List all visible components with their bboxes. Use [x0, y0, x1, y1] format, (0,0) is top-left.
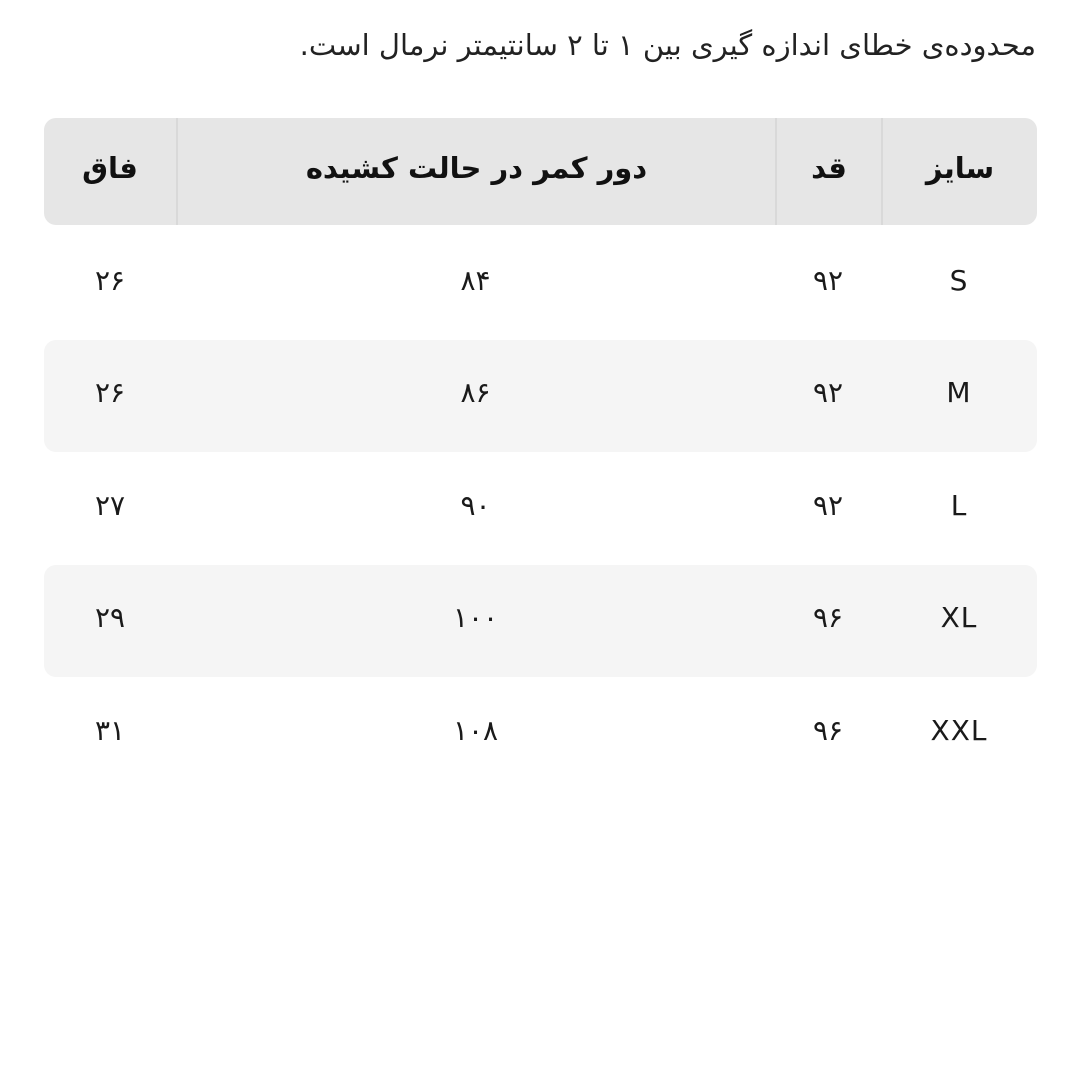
cell-rise: ۲۶: [94, 263, 126, 297]
header-size: سایز: [881, 118, 1037, 225]
cell-size: XXL: [930, 713, 988, 747]
cell-size: XL: [940, 601, 978, 635]
cell-size: L: [950, 488, 968, 522]
cell-rise: ۲۹: [94, 601, 126, 635]
cell-waist: ۸۴: [460, 263, 491, 297]
header-height: قد: [775, 118, 881, 225]
size-table: [44, 118, 1037, 790]
cell-height: ۹۶: [812, 601, 844, 635]
cell-height: ۹۲: [812, 488, 844, 522]
cell-size: M: [946, 376, 972, 410]
table-row: [44, 677, 1037, 790]
table-row: [44, 452, 1037, 565]
cell-rise: ۲۷: [94, 488, 126, 522]
table-row: [44, 565, 1037, 678]
cell-rise: ۲۶: [94, 376, 126, 410]
cell-height: ۹۲: [812, 263, 844, 297]
measurement-note: محدوده‌ی خطای اندازه گیری بین ۱ تا ۲ سانتیمتر نرمال است.: [299, 28, 1036, 62]
cell-waist: ۱۰۰: [452, 601, 499, 635]
cell-height: ۹۶: [812, 713, 844, 747]
cell-rise: ۳۱: [94, 713, 126, 747]
header-rise: فاق: [82, 150, 138, 185]
cell-size: S: [949, 263, 969, 297]
table-header-row: [44, 118, 1037, 225]
cell-waist: ۱۰۸: [452, 713, 499, 747]
header-waist: دور کمر در حالت کشیده: [176, 118, 775, 225]
cell-waist: ۸۶: [460, 376, 491, 410]
cell-waist: ۹۰: [460, 488, 491, 522]
table-row: [44, 227, 1037, 340]
table-row: [44, 340, 1037, 453]
cell-height: ۹۲: [812, 376, 844, 410]
